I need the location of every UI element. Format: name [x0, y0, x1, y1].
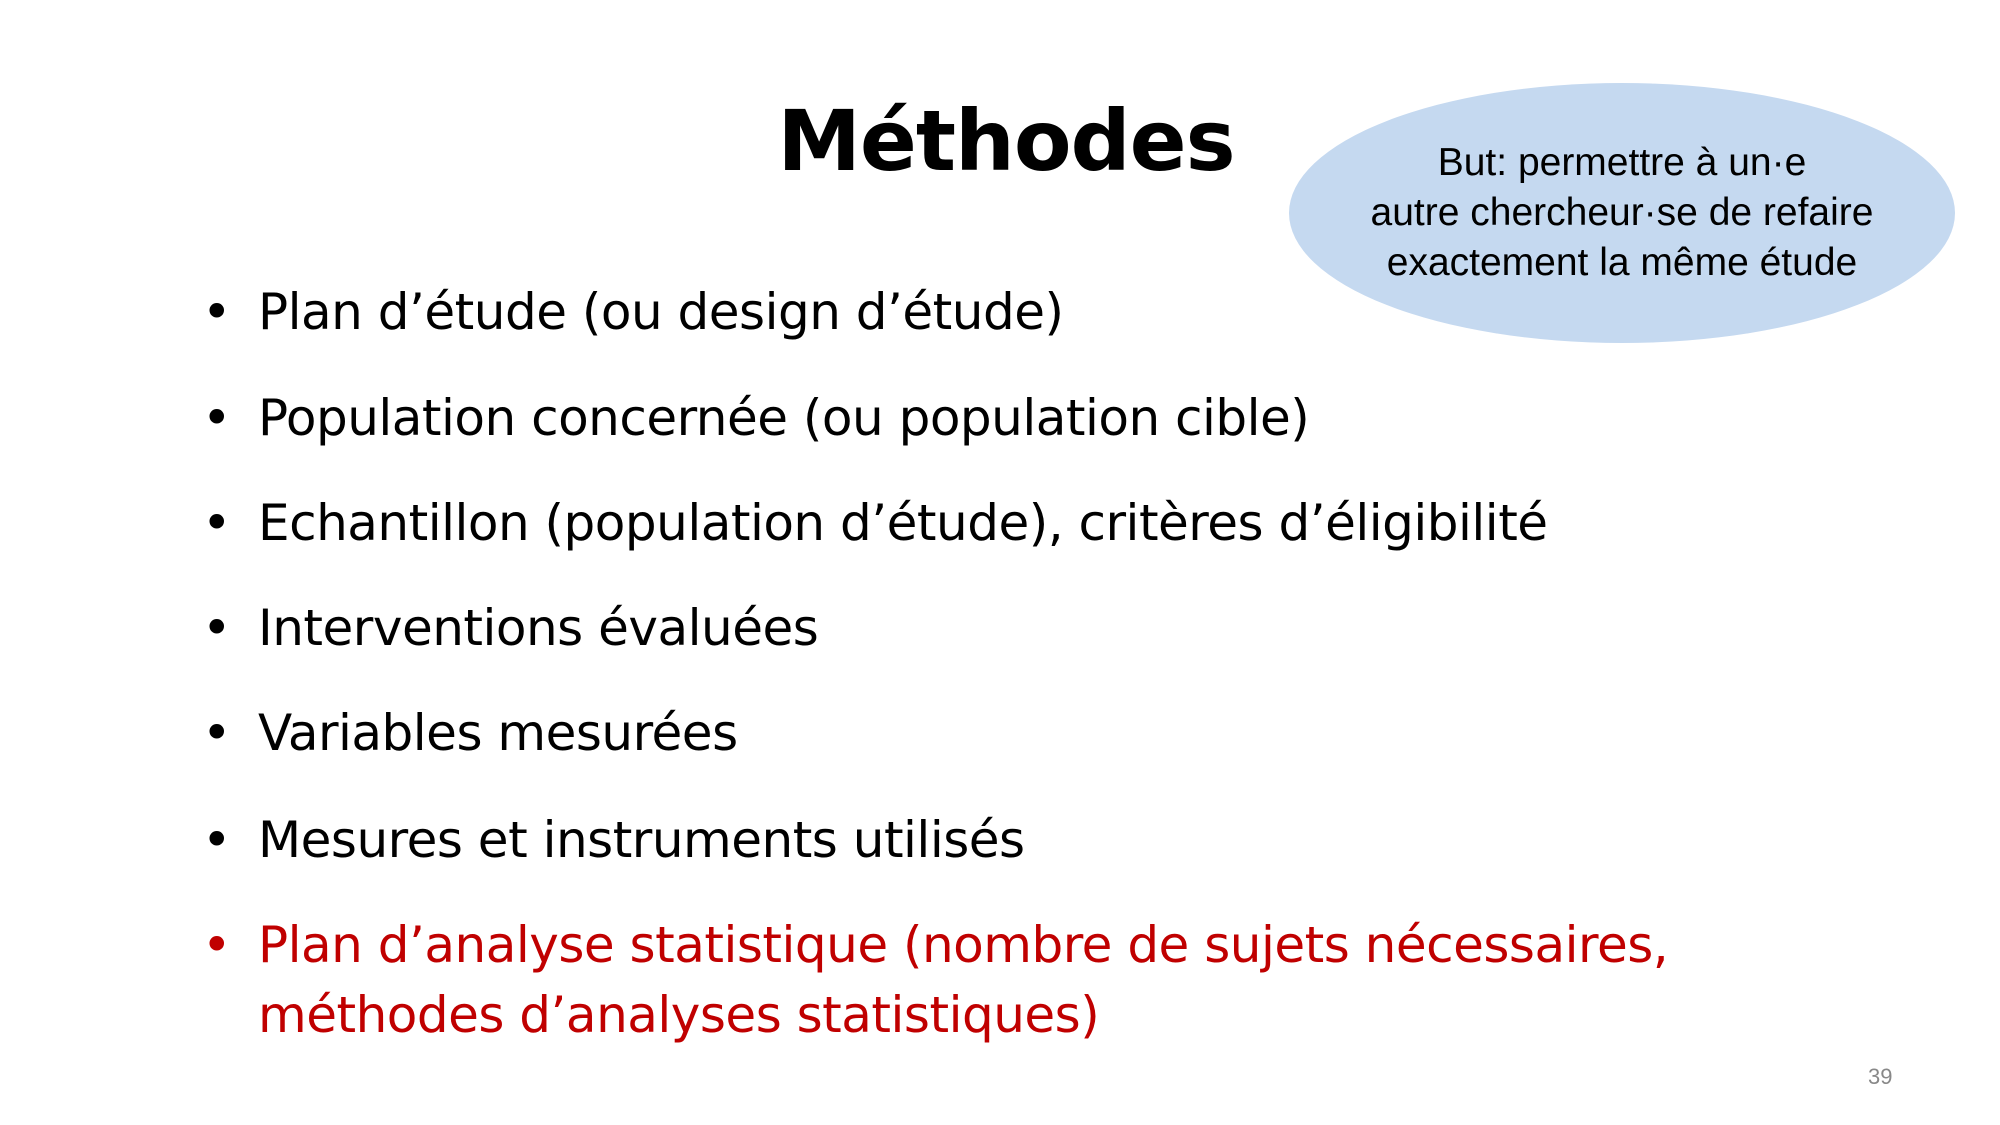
goal-callout-text [1371, 138, 1874, 288]
bullet-item [202, 277, 1898, 347]
slide-title: Méthodes [777, 92, 1235, 190]
callout-line: But: permettre à un·e [1437, 141, 1807, 184]
bullet-item [202, 698, 1898, 768]
bullet-text: Interventions évaluées [258, 599, 819, 657]
bullet-text: Variables mesurées [258, 704, 738, 762]
bullet-icon: • [202, 599, 231, 657]
bullet-icon: • [202, 916, 231, 974]
bullet-text: Plan d’analyse statistique (nombre de sujets nécessaires, méthodes d’analyses statistiques) [258, 916, 1669, 1044]
bullet-icon: • [202, 494, 231, 552]
bullet-item-highlighted [202, 910, 1898, 1050]
bullet-text: Echantillon (population d’étude), critères d’éligibilité [258, 494, 1548, 552]
bullet-text: Mesures et instruments utilisés [258, 811, 1025, 869]
bullet-icon: • [202, 389, 231, 447]
page-number: 39 [1868, 1064, 1893, 1089]
callout-line: exactement la même étude [1386, 241, 1858, 284]
callout-line: autre chercheur·se de refaire [1370, 191, 1874, 234]
bullet-item [202, 383, 1898, 453]
bullet-icon: • [202, 283, 231, 341]
bullet-text: Plan d’étude (ou design d’étude) [258, 283, 1064, 341]
bullet-text: Population concernée (ou population cible) [258, 389, 1310, 447]
bullet-item [202, 488, 1898, 558]
bullet-item [202, 805, 1898, 875]
bullet-icon: • [202, 811, 231, 869]
bullet-item [202, 593, 1898, 663]
bullet-icon: • [202, 704, 231, 762]
